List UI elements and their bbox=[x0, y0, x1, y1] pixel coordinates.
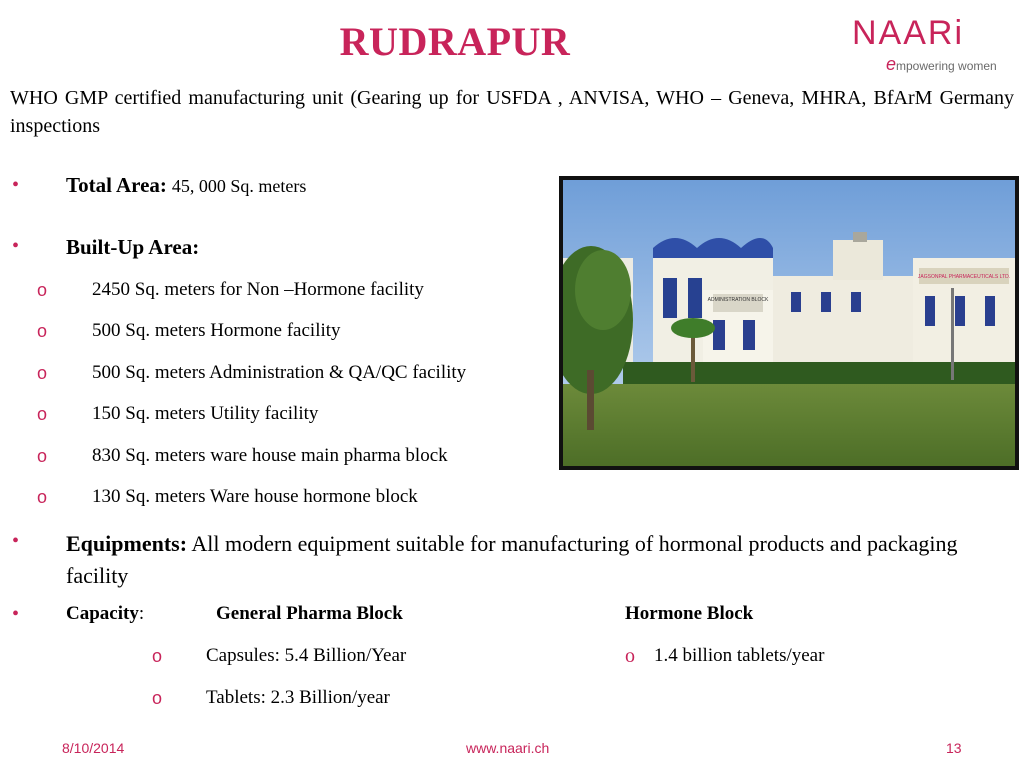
sub-bullet-icon: o bbox=[152, 646, 163, 666]
sub-bullet-icon: o bbox=[37, 321, 48, 341]
built-up-item: 2450 Sq. meters for Non –Hormone facility bbox=[92, 279, 424, 300]
hormone-block-heading: Hormone Block bbox=[625, 603, 754, 624]
capacity-label: Capacity bbox=[66, 603, 139, 624]
capacity bbox=[66, 603, 144, 625]
sub-bullet-icon: o bbox=[37, 487, 48, 507]
intro-paragraph: WHO GMP certified manufacturing unit (Gearing up for USFDA , ANVISA, WHO – Geneva, MHRA, BfArM Germany inspections bbox=[10, 87, 1014, 137]
hormone-capacity-item: 1.4 billion tablets/year bbox=[654, 645, 825, 666]
sub-bullet-icon: o bbox=[152, 688, 163, 708]
total-area bbox=[66, 173, 306, 198]
total-area-label: Total Area: bbox=[66, 173, 167, 197]
bullet-icon: • bbox=[12, 174, 20, 196]
general-capacity-item: Tablets: 2.3 Billion/year bbox=[206, 687, 390, 708]
company-sign: JAGSONPAL PHARMACEUTICALS LTD. bbox=[917, 274, 1011, 280]
sub-bullet-icon: o bbox=[37, 363, 48, 383]
sub-bullet-icon: o bbox=[37, 446, 48, 466]
logo-tagline bbox=[886, 54, 997, 75]
equipments-value: All modern equipment suitable for manufacturing of hormonal products and packaging facility bbox=[66, 531, 958, 588]
naari-logo bbox=[852, 14, 1012, 74]
total-area-value: 45, 000 Sq. meters bbox=[171, 176, 307, 196]
admin-sign: ADMINISTRATION BLOCK bbox=[707, 297, 769, 303]
bullet-icon: • bbox=[12, 603, 20, 625]
general-capacity-item: Capsules: 5.4 Billion/Year bbox=[206, 645, 407, 666]
factory-building-illustration bbox=[563, 180, 1015, 466]
bullet-icon: • bbox=[12, 530, 20, 552]
equipments-label: Equipments: bbox=[66, 531, 188, 556]
built-up-item: 830 Sq. meters ware house main pharma block bbox=[92, 445, 448, 466]
sub-bullet-icon: o bbox=[37, 404, 48, 424]
equipments bbox=[66, 528, 1016, 592]
built-up-item: 130 Sq. meters Ware house hormone block bbox=[92, 486, 418, 507]
built-up-item: 500 Sq. meters Administration & QA/QC facility bbox=[92, 362, 467, 383]
logo-tagline-e: e bbox=[886, 54, 897, 74]
sub-bullet-icon: o bbox=[625, 645, 635, 667]
capacity-colon: : bbox=[138, 603, 145, 624]
slide-title: RUDRAPUR bbox=[339, 19, 571, 64]
built-up-item: 150 Sq. meters Utility facility bbox=[92, 403, 319, 424]
bullet-icon: • bbox=[12, 235, 20, 257]
logo-tagline-rest: mpowering women bbox=[896, 59, 997, 73]
footer-date: 8/10/2014 bbox=[62, 740, 125, 756]
footer-url[interactable]: www.naari.ch bbox=[466, 740, 550, 756]
sub-bullet-icon: o bbox=[37, 280, 48, 300]
logo-brand: NAARi bbox=[852, 14, 965, 52]
built-up-item: 500 Sq. meters Hormone facility bbox=[92, 320, 341, 341]
footer-page-number: 13 bbox=[946, 740, 962, 756]
built-up-label: Built-Up Area: bbox=[66, 235, 200, 259]
factory-photo bbox=[559, 176, 1019, 470]
general-block-heading: General Pharma Block bbox=[216, 603, 403, 624]
